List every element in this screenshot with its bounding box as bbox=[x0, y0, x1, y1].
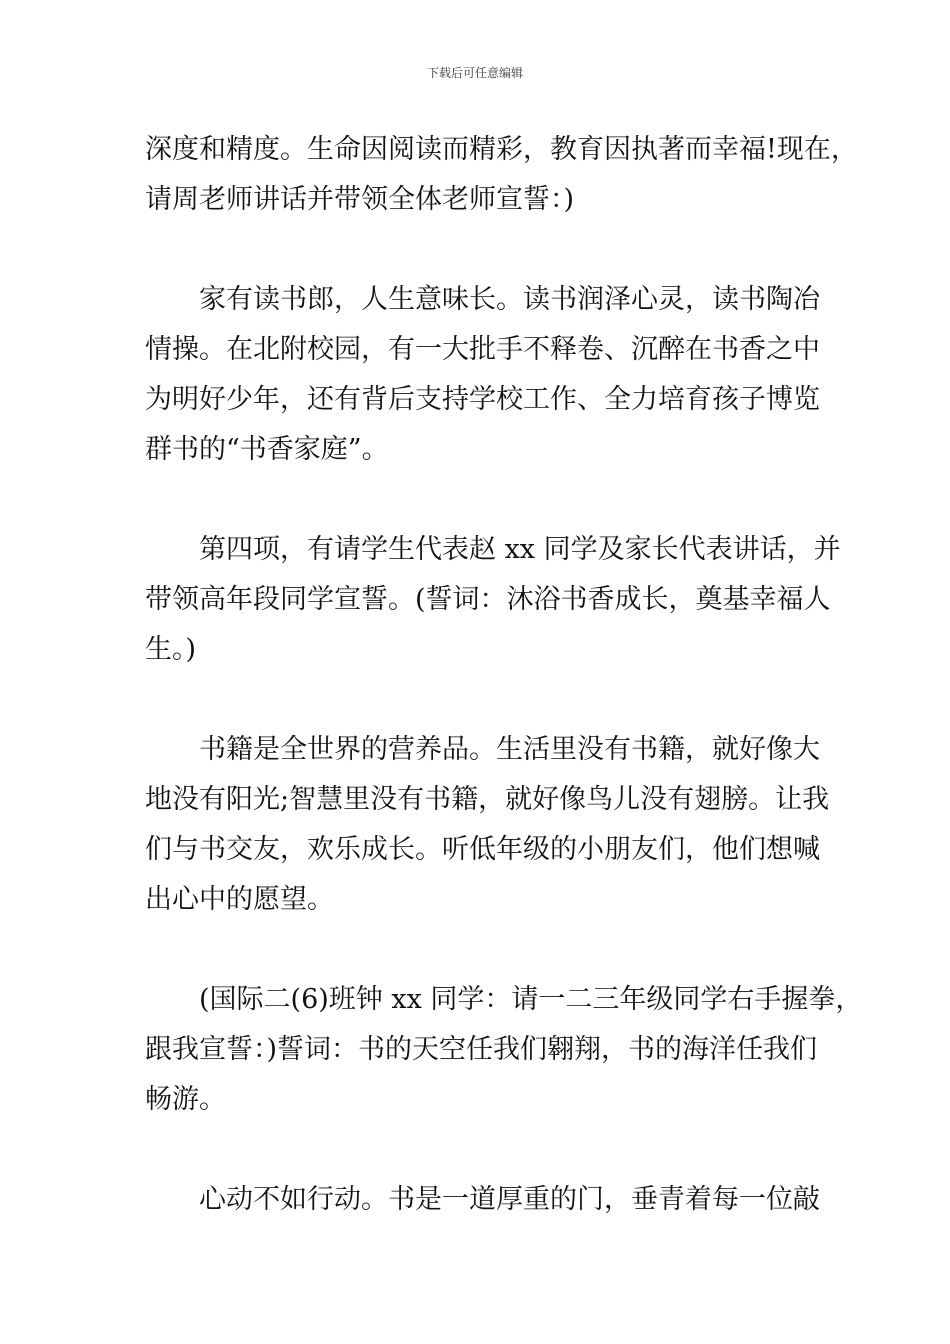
paragraph-spacer bbox=[145, 675, 817, 725]
paragraph-spacer bbox=[145, 1125, 817, 1175]
document-body bbox=[145, 125, 863, 1225]
paragraph bbox=[145, 1175, 820, 1225]
text-line: 情操。在北附校园，有一大批手不释卷、沉醉在书香之中 bbox=[145, 334, 820, 365]
text-line: 请周老师讲话并带领全体老师宣誓：) bbox=[145, 184, 575, 215]
text-line: 带领高年段同学宣誓。(誓词：沐浴书香成长，奠基幸福人 bbox=[145, 584, 831, 615]
text-line: 跟我宣誓：)誓词：书的天空任我们翱翔，书的海洋任我们 bbox=[145, 1034, 818, 1065]
paragraph bbox=[145, 975, 863, 1125]
text-line: (国际二(6)班钟 xx 同学：请一二三年级同学右手握拳， bbox=[199, 984, 863, 1015]
text-line: 生。) bbox=[145, 634, 197, 665]
text-line: 心动不如行动。书是一道厚重的门，垂青着每一位敲 bbox=[199, 1184, 820, 1215]
text-line: 们与书交友，欢乐成长。听低年级的小朋友们，他们想喊 bbox=[145, 834, 820, 865]
text-line: 书籍是全世界的营养品。生活里没有书籍，就好像大 bbox=[199, 734, 820, 765]
text-line: 第四项，有请学生代表赵 xx 同学及家长代表讲话，并 bbox=[199, 534, 841, 565]
text-line: 地没有阳光;智慧里没有书籍，就好像鸟儿没有翅膀。让我 bbox=[145, 784, 830, 815]
paragraph bbox=[145, 725, 830, 925]
paragraph-spacer bbox=[145, 475, 817, 525]
text-line: 群书的“书香家庭”。 bbox=[145, 434, 389, 465]
text-line: 出心中的愿望。 bbox=[145, 884, 334, 915]
text-line: 为明好少年，还有背后支持学校工作、全力培育孩子博览 bbox=[145, 384, 820, 415]
page-header: 下载后可任意编辑 bbox=[426, 66, 523, 80]
paragraph bbox=[145, 275, 820, 475]
paragraph bbox=[145, 525, 841, 675]
text-line: 家有读书郎，人生意味长。读书润泽心灵，读书陶冶 bbox=[199, 284, 820, 315]
paragraph-spacer bbox=[145, 225, 817, 275]
text-line: 深度和精度。生命因阅读而精彩，教育因执著而幸福!现在， bbox=[145, 134, 858, 165]
paragraph-spacer bbox=[145, 925, 817, 975]
text-line: 畅游。 bbox=[145, 1084, 226, 1115]
paragraph bbox=[145, 125, 858, 225]
